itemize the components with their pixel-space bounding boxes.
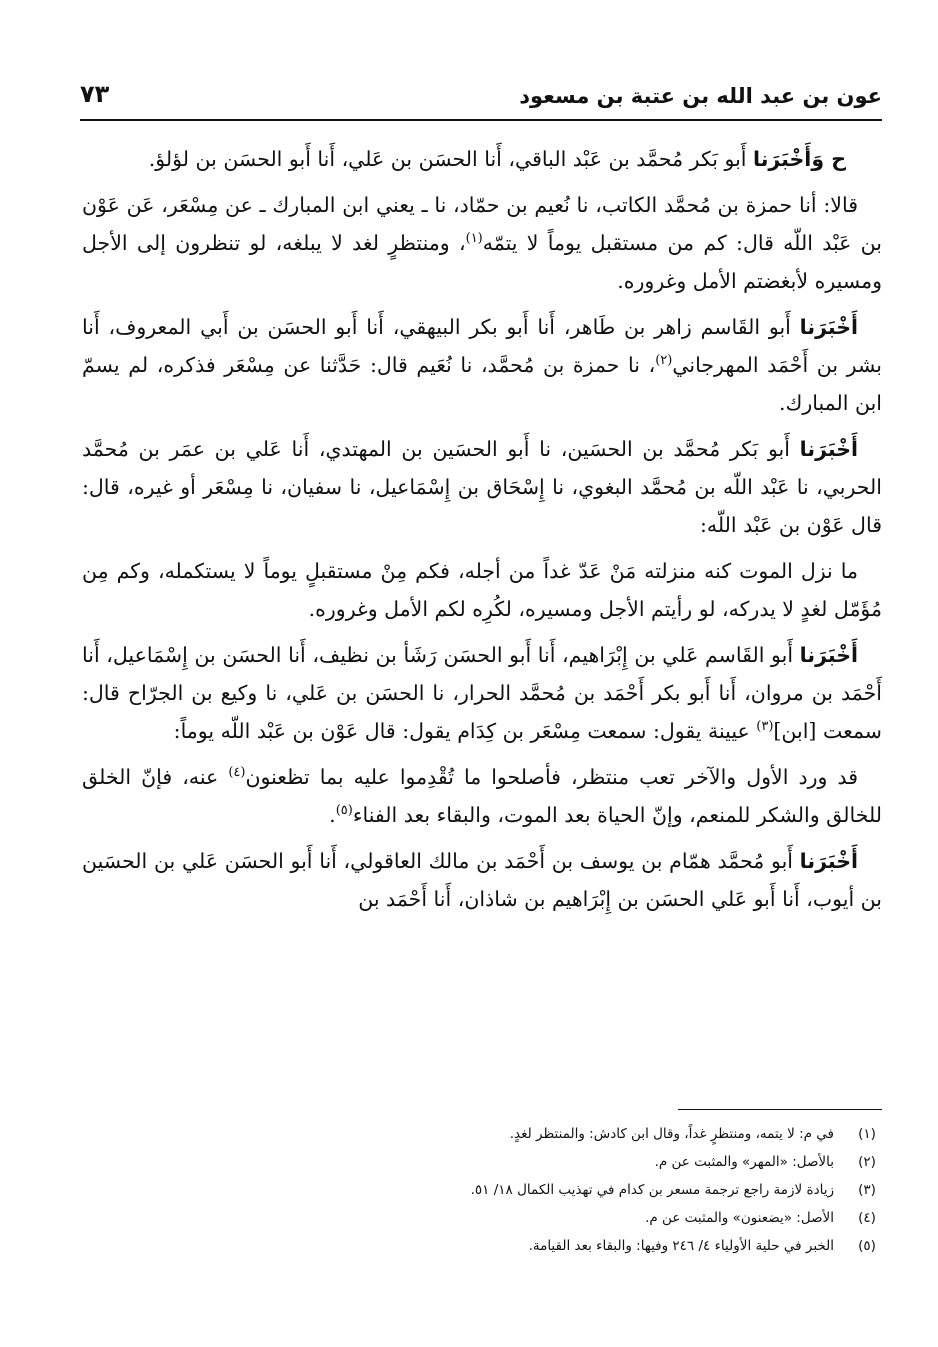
footnote-number: (٣): [858, 1182, 876, 1198]
footnote-number: (١): [858, 1126, 876, 1142]
paragraph-lead: أَخْبَرَنا: [799, 437, 858, 461]
footnote-item: [300, 1176, 882, 1204]
footnote-text: بالأصل: «المهر» والمثبت عن م.: [654, 1154, 834, 1170]
paragraph-text-cont: ، نا حمزة بن مُحمَّد، نا نُعَيم قال: حَدَّثنا عن مِسْعَر فذكره، لم يسمّ ابن المبارك.: [82, 353, 882, 415]
footnote-ref: (٣): [756, 719, 774, 735]
footnote-text: زيادة لازمة راجع ترجمة مسعر بن كدام في تهذيب الكمال ١٨/ ٥١.: [470, 1182, 834, 1198]
paragraph-lead: أَخْبَرَنا: [799, 849, 858, 873]
paragraph-lead: ح وَأَخْبَرَنا: [753, 147, 846, 171]
paragraph: [82, 758, 882, 834]
footnote-item: [300, 1204, 882, 1232]
paragraph: [82, 186, 882, 300]
paragraph-text: أَبو القَاسم زاهر بن طَاهر، أَنا أَبو بكر البيهقي، أَنا أَبو الحسَن بن أَبي المعروف، أَنا بشر بن أَحْمَد المهرجاني: [82, 315, 882, 377]
paragraph-text-cont: عنه، فإنّ الخلق للخالق والشكر للمنعم، وإنّ الحياة بعد الموت، والبقاء بعد الفناء: [82, 765, 882, 827]
paragraph: [82, 430, 882, 544]
footnote-rule: [678, 1109, 882, 1110]
footnote-item: [300, 1232, 882, 1260]
paragraph: [82, 636, 882, 750]
page-header: [80, 78, 882, 114]
paragraph-lead: أَخْبَرَنا: [799, 315, 858, 339]
paragraph-text-cont: ، ومنتظرٍ لغد لا يبلغه، لو تنظرون إلى الأجل ومسيره لأبغضتم الأمل وغروره.: [82, 231, 882, 293]
paragraph: [82, 308, 882, 422]
footnote-item: [300, 1120, 882, 1148]
paragraph-text: قد ورد الأول والآخر تعب منتظر، فأصلحوا ما تُقْدِموا عليه بما تظعنون: [245, 765, 858, 789]
footnote-item: [300, 1148, 882, 1176]
paragraph-text: أَبو القَاسم عَلي بن إِبْرَاهيم، أَنا أَبو الحسَن رَشَأ بن نظيف، أَنا الحسَن بن إِسْمَاعيل، أَنا أَحْمَد بن مروان، أَنا أَبو بكر أَحْمَد بن مُحمَّد الحرار، نا الحسَن بن عَلي، نا وكيع بن الجرّاح قال: سمعت [ابن]: [82, 643, 882, 743]
paragraph-text: أَبو بَكر مُحمَّد بن الحسَين، نا أَبو الحسَين بن المهتدي، أَنا عَلي بن عمَر بن مُحمَّد الحربي، نا عَبْد اللّه بن مُحمَّد البغوي، نا إِسْحَاق بن إِسْمَاعيل، نا سفيان، نا مِسْعَر أو غيره، قال: قال عَوْن بن عَبْد اللّه:: [82, 437, 882, 537]
footnote-text: الخبر في حلية الأولياء ٤/ ٢٤٦ وفيها: والبقاء بعد القيامة.: [528, 1238, 834, 1254]
footnote-ref: (٢): [655, 353, 673, 369]
footnote-number: (٥): [858, 1238, 876, 1254]
footnote-number: (٤): [858, 1210, 876, 1226]
footnote-ref: (٥): [335, 803, 353, 819]
footnote-text: في م: لا يتمه، ومنتظرٍ غداً، وقال ابن كادش: والمنتظر لغدٍ.: [509, 1126, 834, 1142]
page-number: ٧٣: [80, 80, 110, 108]
paragraph-text: ما نزل الموت كنه منزلته مَنْ عَدّ غداً من أجله، فكم مِنْ مستقبلٍ يوماً لا يستكمله، وكم مِن مُؤَمّل لغدٍ لا يدركه، لو رأيتم الأجل ومسيره، لكُرِه لكم الأمل وغروره.: [82, 559, 882, 621]
paragraph-text-end: .: [329, 803, 336, 827]
paragraph: [82, 842, 882, 918]
paragraph-text-cont: عيينة يقول: سمعت مِسْعَر بن كِدَام يقول: قال عَوْن بن عَبْد اللّه يوماً:: [173, 719, 757, 743]
paragraph-text: أَبو مُحمَّد همّام بن يوسف بن أَحْمَد بن مالك العاقولي، أَنا أَبو الحسَن عَلي بن الحسَين بن أيوب، أَنا أَبو عَلي الحسَن بن إِبْرَاهيم بن شاذان، أَنا أَحْمَد بن: [82, 849, 882, 911]
paragraph-lead: أَخْبَرَنا: [799, 643, 858, 667]
paragraph: [82, 552, 882, 628]
footnote-ref: (١): [465, 231, 483, 247]
paragraph: [82, 140, 882, 178]
footnote-ref: (٤): [228, 765, 246, 781]
running-title: عون بن عبد الله بن عتبة بن مسعود: [519, 84, 882, 108]
footnote-text: الأصل: «يضعنون» والمثبت عن م.: [645, 1210, 834, 1226]
header-rule: [80, 119, 882, 121]
paragraph-text: قالا: أنا حمزة بن مُحمَّد الكاتب، نا نُعيم بن حمّاد، نا ـ يعني ابن المبارك ـ عن مِسْعَر، عَن عَوْن بن عَبْد اللّه قال: كم من مستقبل يوماً لا يتمّه: [82, 193, 882, 255]
footnote-number: (٢): [858, 1154, 876, 1170]
main-text: [82, 140, 882, 926]
footnotes-list: [300, 1120, 882, 1260]
paragraph-text: أَبو بَكر مُحمَّد بن عَبْد الباقي، أَنا الحسَن بن عَلي، أَنا أَبو الحسَن بن لؤلؤ.: [148, 147, 754, 171]
